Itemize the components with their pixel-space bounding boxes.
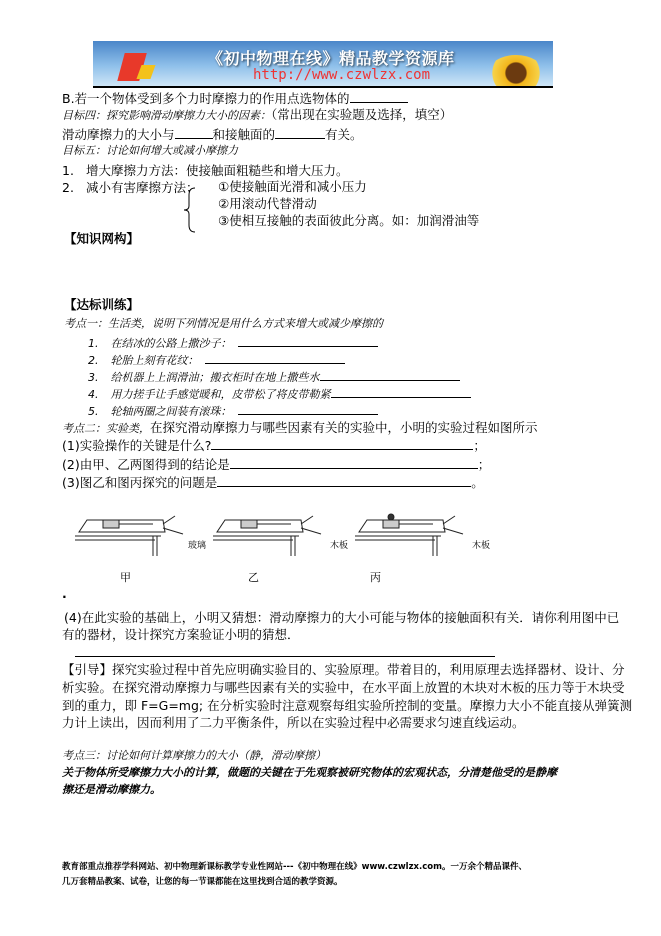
blank (175, 126, 213, 139)
figure-label-yi: 乙 (248, 571, 259, 584)
text: 轮轴两圈之间装有滚珠： (110, 405, 232, 418)
text: （常出现在实验题及选择，填空） (271, 107, 453, 122)
answer-line (75, 656, 495, 657)
text: 给机器上上润滑油；搬衣柜时在地上撒些水 (110, 371, 320, 384)
q3 (62, 474, 484, 491)
figure-label-bing: 丙 (370, 571, 381, 584)
blank (238, 402, 378, 415)
surface-label: 木板 (472, 541, 491, 551)
kp1-item (88, 334, 378, 352)
num: 1. (88, 337, 99, 350)
increase-method (62, 163, 348, 179)
text: 在结冰的公路上撒沙子： (110, 337, 232, 350)
text: 在探究滑动摩擦力与哪些因素有关的实验中，小明的实验过程如图所示 (150, 420, 538, 435)
section-knowledge: 【知识网构】 (64, 231, 140, 246)
text: (3)图乙和图丙探究的问题是 (62, 475, 218, 490)
kp3-body: 擦还是滑动摩擦力。 (62, 783, 161, 796)
text: 用力搓手让手感觉暖和，皮带松了将皮带勒紧 (110, 388, 331, 401)
dec-item: ②用滚动代替滑动 (218, 196, 317, 211)
surface-label: 木板 (330, 541, 349, 551)
banner-title: 《初中物理在线》精品教学资源库 (207, 49, 455, 68)
kp3: 考点三：讨论如何计算摩擦力的大小（静，滑动摩擦） (62, 749, 326, 762)
kp1-item (88, 402, 378, 420)
setup-yi (213, 516, 321, 556)
footer-line: 几万套精品教案、试卷，让您的每一节课都能在这里找到合适的教学资源。 (62, 877, 343, 887)
dot: . (62, 586, 67, 601)
text: 。 (471, 475, 484, 490)
blank (217, 474, 471, 487)
dec-item: ①使接触面光滑和减小压力 (218, 179, 367, 194)
num: 2. (88, 354, 99, 367)
fill-line (62, 126, 363, 143)
text: 滑动摩擦力的大小与 (62, 127, 175, 142)
text: (1)实验操作的关键是什么? (62, 438, 212, 453)
blank (211, 437, 473, 450)
blank (275, 126, 325, 139)
text: 增大摩擦力方法：使接触面粗糙些和增大压力。 (85, 163, 349, 178)
text: (2)由甲、乙两图得到的结论是 (62, 457, 230, 472)
q2 (62, 456, 490, 473)
kp3-body: 关于物体所受摩擦力大小的计算，做题的关键在于先观察被研究物体的宏观状态，分清楚他受的是静摩 (62, 766, 557, 779)
figure-label-jia: 甲 (120, 571, 131, 584)
num: 5. (88, 405, 99, 418)
sunflower-image (488, 55, 544, 88)
banner-url: http://www.czwlzx.com (253, 67, 431, 83)
footer-line: 教育部重点推荐学科网站、初中物理新课标教学专业性网站---《初中物理在线》www.czwlzx.com。一万余个精品课件、 (62, 862, 527, 872)
kp1-item (88, 351, 345, 369)
guide-line: 力计上读出，因而利用了二力平衡条件，所以在实验过程中必需要求匀速直线运动。 (62, 715, 525, 730)
num: 2. (62, 180, 74, 195)
num: 1. (62, 163, 74, 178)
text: B.若一个物体受到多个力时摩擦力的作用点选物体的 (62, 91, 350, 106)
dec-item: ③使相互接触的表面彼此分离。如：加润滑油等 (218, 213, 480, 228)
setup-bing (355, 514, 463, 556)
q4-line1: (4)在此实验的基础上，小明又猜想：滑动摩擦力的大小可能与物体的接触面积有关．请你利用图中已 (64, 610, 620, 625)
blank (238, 334, 378, 347)
text: 轮胎上刻有花纹： (110, 354, 199, 367)
text: ； (477, 457, 491, 472)
guide-line: 析实验。在探究滑动摩擦力与哪些因素有关的实验中，在水平面上放置的木块对木板的压力等于木块受 (62, 680, 625, 695)
text: 目标四：探究影响滑动摩擦力大小的因素： (62, 109, 271, 122)
blank (205, 351, 345, 364)
q1 (62, 437, 486, 454)
kp1-item (88, 368, 460, 386)
blank (350, 90, 408, 103)
header-banner (93, 41, 553, 88)
decrease-method (62, 180, 198, 196)
text: 有关。 (325, 127, 363, 142)
num: 3. (88, 371, 99, 384)
blank (320, 368, 460, 381)
guide-line: 到的重力，即 F=G=mg; 在分析实验时注意观察每组实验所控制的变量。摩擦力大小不能直接从弹簧测 (62, 698, 633, 713)
brace-icon (183, 187, 197, 233)
section-training: 【达标训练】 (64, 297, 140, 312)
num: 4. (88, 388, 99, 401)
kp2 (62, 420, 538, 437)
text: 考点二：实验类， (62, 422, 150, 435)
kp1: 考点一：生活类，说明下列情况是用什么方式来增大或减少摩擦的 (64, 317, 383, 330)
surface-label: 玻璃 (188, 541, 207, 551)
guide-line: 【引导】探究实验过程中首先应明确实验目的、实验原理。带着目的，利用原理去选择器材、设计、分 (62, 662, 625, 677)
goal5: 目标五：讨论如何增大或减小摩擦力 (62, 144, 238, 157)
blank (331, 385, 471, 398)
blank (230, 456, 478, 469)
kp1-item (88, 385, 471, 403)
b-line (62, 90, 408, 107)
text: 减小有害摩擦方法： (85, 180, 199, 195)
text: 和接触面的 (212, 127, 276, 142)
q4-line2: 有的器材，设计探究方案验证小明的猜想． (62, 627, 300, 642)
experiment-figure (75, 510, 475, 560)
goal4 (62, 107, 452, 124)
text: ； (473, 438, 486, 453)
setup-jia (75, 516, 183, 556)
